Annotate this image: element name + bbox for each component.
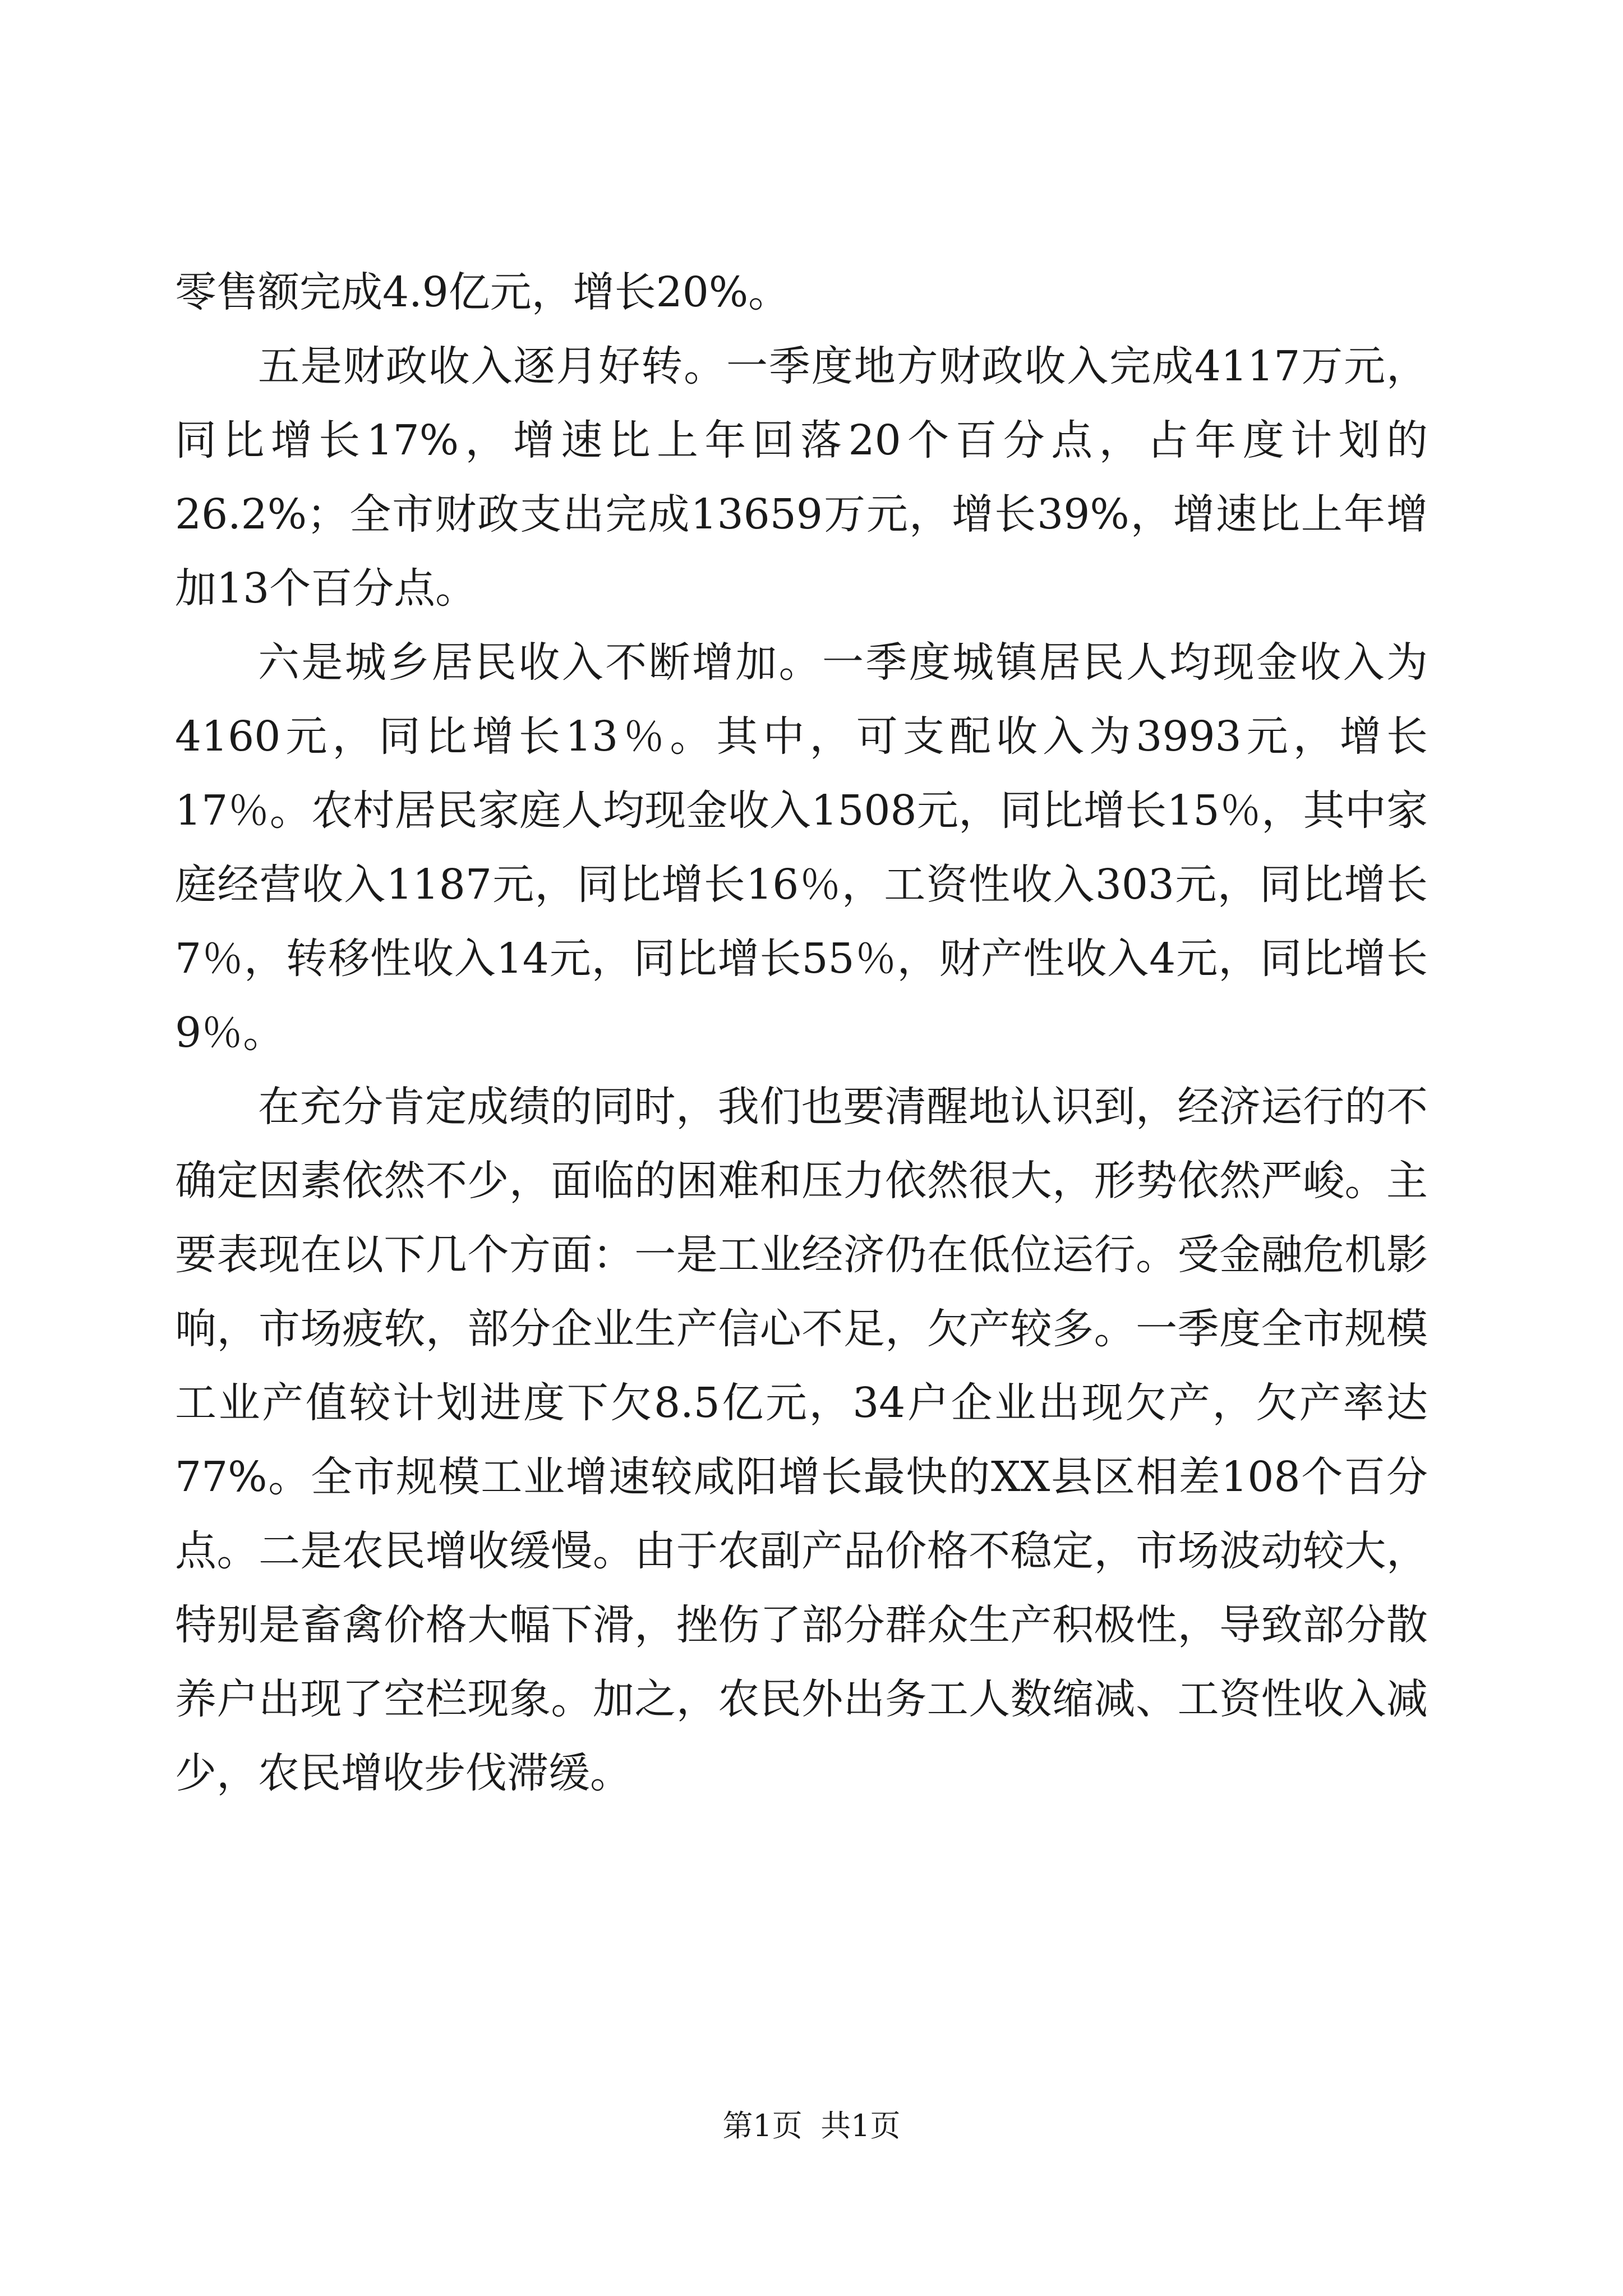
paragraph-continuation: 零售额完成4.9亿元，增长20%。 — [175, 268, 790, 316]
paragraph-challenges: 在充分肯定成绩的同时，我们也要清醒地认识到，经济运行的不确定因素依然不少，面临的困难和压力依然很大，形势依然严峻。主要表现在以下几个方面：一是工业经济仍在低位运行。受金融危机影响，市场疲软，部分企业生产信心不足，欠产较多。一季度全市规模工业产值较计划进度下欠8.5亿元，34户企业出现欠产，欠产率达77%。全市规模工业增速较咸阳增长最快的XX县区相差108个百分点。二是农民增收缓慢。由于农副产品价格不稳定，市场波动较大，特别是畜禽价格大幅下滑，挫伤了部分群众生产积极性，导致部分散养户出现了空栏现象。加之，农民外出务工人数缩减、工资性收入减少，农民增收步伐滞缓。 — [175, 1083, 1428, 1797]
page-footer — [0, 2106, 1623, 2146]
paragraph-fiscal-revenue: 五是财政收入逐月好转。一季度地方财政收入完成4117万元，同比增长17%，增速比上年回落20个百分点，占年度计划的26.2%；全市财政支出完成13659万元，增长39%，增速比上年增加13个百分点。 — [175, 342, 1428, 613]
page-number: 第1页 — [722, 2108, 803, 2143]
paragraph-resident-income: 六是城乡居民收入不断增加。一季度城镇居民人均现金收入为4160元，同比增长13％。其中，可支配收入为3993元，增长17％。农村居民家庭人均现金收入1508元，同比增长15％，其中家庭经营收入1187元，同比增长16％，工资性收入303元，同比增长7％，转移性收入14元，同比增长55％，财产性收入4元，同比增长9％。 — [175, 638, 1428, 1057]
page-total: 共1页 — [820, 2108, 901, 2143]
document-body — [175, 255, 1428, 1810]
